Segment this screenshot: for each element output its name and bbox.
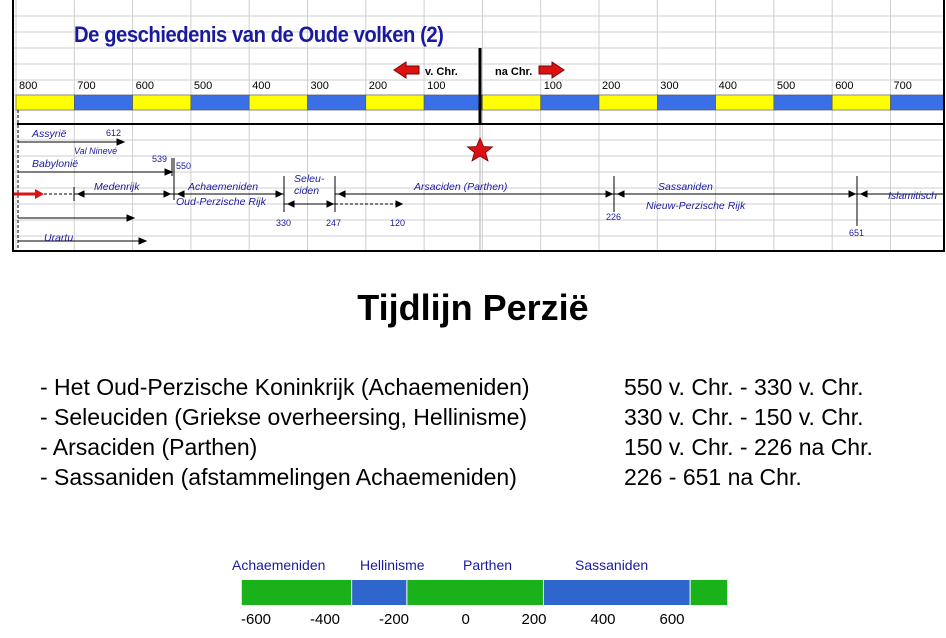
band-segment	[308, 95, 366, 110]
label-sassaniden: Sassaniden	[658, 181, 713, 193]
label-babylonie: Babylonië	[32, 158, 79, 170]
band-segment	[541, 95, 599, 110]
tick-label: 600	[135, 80, 154, 92]
bar-tick-label: -200	[379, 611, 410, 628]
panel-title: De geschiedenis van de Oude volken (2)	[74, 22, 444, 47]
tick-label: 500	[776, 80, 796, 92]
label-val-ninive: Val Ninevé	[74, 146, 118, 156]
page-title: Tijdlijn Perzië	[357, 287, 589, 328]
tick-label: 700	[893, 80, 912, 92]
tick-label: 400	[718, 80, 737, 92]
period-description: - Arsaciden (Parthen)	[40, 434, 258, 460]
bar-segment	[544, 580, 691, 605]
bar-segment	[407, 580, 544, 605]
bar-tick-label: -600	[241, 611, 272, 628]
label-seleuciden: Seleu- ciden	[294, 173, 325, 197]
tick-label: 100	[427, 80, 446, 92]
band-segment	[891, 95, 946, 110]
label-226: 226	[606, 212, 622, 222]
band-segment	[74, 95, 132, 110]
bar-tick-label: 400	[590, 611, 616, 628]
bar-segment	[691, 580, 729, 605]
bar-tick-label: 600	[659, 611, 685, 628]
label-550: 550	[176, 161, 192, 171]
period-range: 550 v. Chr. - 330 v. Chr.	[624, 374, 864, 400]
period-bar	[0, 578, 946, 618]
label-539: 539	[152, 154, 168, 164]
label-oud-perzische: Oud-Perzische Rijk	[176, 196, 266, 208]
tick-label: 400	[252, 80, 271, 92]
band-segment	[249, 95, 307, 110]
tick-label: 300	[310, 80, 329, 92]
band-segment	[424, 95, 482, 110]
band-segment	[191, 95, 249, 110]
period-range: 226 - 651 na Chr.	[624, 464, 802, 490]
bar-label-hellinisme: Hellinisme	[360, 557, 425, 573]
label-247: 247	[326, 218, 342, 228]
tick-label: 600	[835, 80, 854, 92]
tick-label: 800	[19, 80, 38, 92]
label-330: 330	[276, 218, 292, 228]
band-segment	[482, 95, 540, 110]
band-segment	[716, 95, 774, 110]
bar-segment	[242, 580, 352, 605]
tick-label: 200	[602, 80, 621, 92]
label-120: 120	[390, 218, 406, 228]
bar-tick-label: -400	[310, 611, 341, 628]
band-segment	[599, 95, 657, 110]
label-assyrie: Assyrië	[32, 128, 67, 140]
tick-label: 700	[77, 80, 96, 92]
bar-label-achaemeniden: Achaemeniden	[232, 557, 326, 573]
tick-label: 500	[193, 80, 213, 92]
label-islamitisch: Islamitisch	[888, 190, 938, 202]
label-arsaciden: Arsaciden (Parthen)	[414, 181, 508, 193]
tick-label: 100	[543, 80, 563, 92]
bar-label-sassaniden: Sassaniden	[575, 557, 649, 573]
band-segment	[657, 95, 715, 110]
period-description: - Seleuciden (Griekse overheersing, Hellinisme)	[40, 404, 528, 430]
band-segment	[16, 95, 74, 110]
bar-tick-label: 0	[461, 611, 470, 628]
ad-label: na Chr.	[495, 66, 533, 78]
bc-label: v. Chr.	[425, 66, 458, 78]
tick-label: 200	[368, 80, 388, 92]
bar-tick-label: 200	[521, 611, 547, 628]
bar-label-parthen: Parthen	[463, 557, 513, 573]
band-segment	[832, 95, 890, 110]
period-description: - Het Oud-Perzische Koninkrijk (Achaemeniden)	[40, 374, 530, 400]
period-range: 150 v. Chr. - 226 na Chr.	[624, 434, 873, 460]
label-612: 612	[106, 128, 122, 138]
label-urartu: Urartu	[44, 232, 74, 244]
period-description: - Sassaniden (afstammelingen Achaemeniden)	[40, 464, 517, 490]
label-achaemeniden: Achaemeniden	[188, 181, 259, 193]
label-nieuw-perzische: Nieuw-Perzische Rijk	[646, 200, 746, 212]
label-medenrijk: Medenrijk	[94, 181, 140, 193]
tick-label: 300	[660, 80, 679, 92]
band-segment	[366, 95, 424, 110]
timeline-panel	[12, 0, 945, 252]
label-651: 651	[849, 228, 865, 238]
band-segment	[133, 95, 191, 110]
band-segment	[774, 95, 832, 110]
bar-segment	[352, 580, 407, 605]
period-range: 330 v. Chr. - 150 v. Chr.	[624, 404, 864, 430]
